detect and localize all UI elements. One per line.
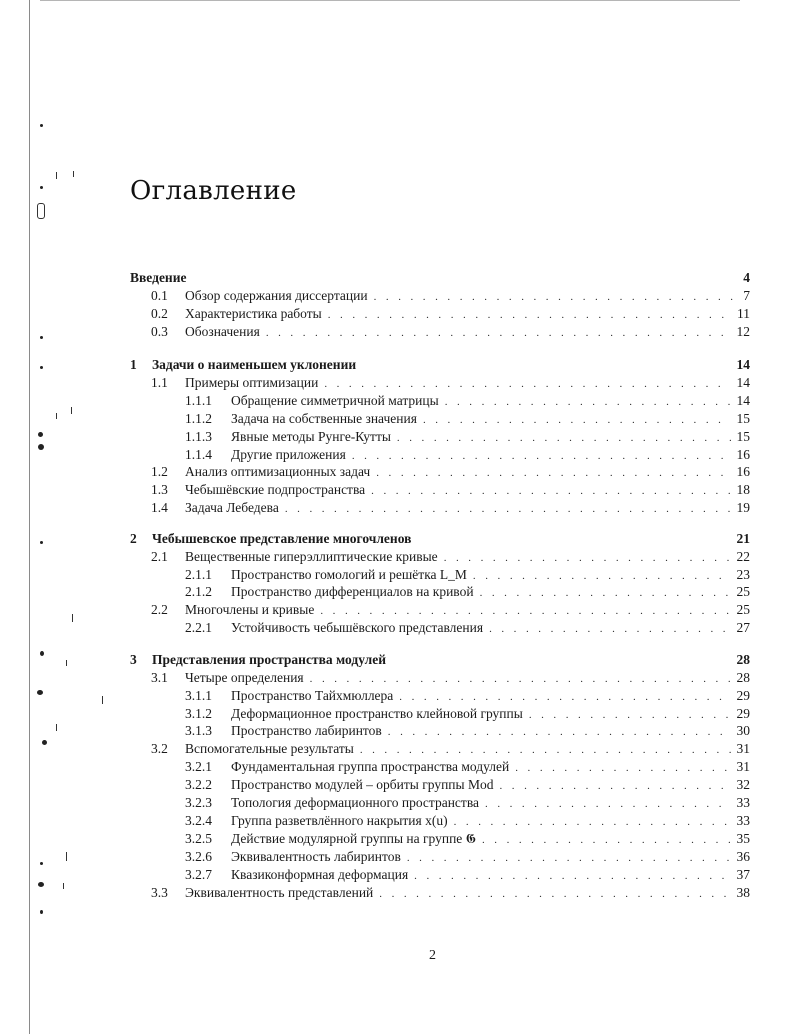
toc-entry-number: 3.2.1 bbox=[185, 759, 212, 774]
scan-speck bbox=[73, 171, 74, 177]
scan-speck bbox=[40, 651, 44, 656]
toc-entry-page: 37 bbox=[736, 867, 750, 882]
toc-dot-leader bbox=[489, 621, 730, 637]
scan-speck bbox=[37, 690, 43, 695]
toc-dot-leader bbox=[454, 814, 731, 830]
toc-entry-title: Многочлены и кривые bbox=[185, 602, 315, 617]
toc-dot-leader bbox=[388, 724, 731, 740]
toc-entry-number: 2.2.1 bbox=[185, 620, 212, 635]
toc-entry-number: 1.2 bbox=[151, 464, 168, 479]
toc-entry-page: 36 bbox=[736, 849, 750, 864]
toc-entry[interactable] bbox=[185, 831, 750, 848]
toc-entry-title: Пространство Тайхмюллера bbox=[231, 688, 394, 703]
toc-entry[interactable] bbox=[185, 759, 750, 776]
toc-entry-number: 2.2 bbox=[151, 602, 168, 617]
toc-entry-number: 1 bbox=[130, 357, 137, 372]
toc-entry[interactable] bbox=[130, 357, 750, 374]
toc-entry-number: 3.1 bbox=[151, 670, 168, 685]
toc-entry-page: 14 bbox=[736, 375, 750, 390]
toc-dot-leader bbox=[352, 448, 731, 464]
toc-entry-page: 22 bbox=[736, 549, 750, 564]
toc-dot-leader bbox=[324, 376, 730, 392]
toc-entry-title: Пространство гомологий и решётка L_M bbox=[231, 567, 467, 582]
scan-speck bbox=[38, 432, 43, 437]
toc-dot-leader bbox=[374, 289, 738, 305]
toc-entry-title: Задача на собственные значения bbox=[231, 411, 417, 426]
toc-entry-number: 3.2.4 bbox=[185, 813, 212, 828]
toc-entry-number: 3.2.6 bbox=[185, 849, 212, 864]
scan-speck bbox=[56, 413, 57, 419]
toc-entry-page: 35 bbox=[736, 831, 750, 846]
toc-dot-leader bbox=[444, 550, 731, 566]
toc-entry-number: 3.2.5 bbox=[185, 831, 212, 846]
toc-entry-number: 2.1 bbox=[151, 549, 168, 564]
toc-dot-leader bbox=[310, 671, 731, 687]
toc-entry-page: 7 bbox=[743, 288, 750, 303]
toc-entry-page: 25 bbox=[736, 584, 750, 599]
scan-speck bbox=[40, 124, 43, 127]
toc-entry-title: Примеры оптимизации bbox=[185, 375, 319, 390]
toc-entry[interactable] bbox=[151, 602, 750, 619]
toc-entry[interactable] bbox=[130, 652, 750, 669]
toc-entry-page: 38 bbox=[736, 885, 750, 900]
toc-dot-leader bbox=[379, 886, 730, 902]
toc-dot-leader bbox=[360, 742, 731, 758]
toc-entry-title: Анализ оптимизационных задач bbox=[185, 464, 371, 479]
toc-entry-page: 11 bbox=[737, 306, 750, 321]
toc-entry-page: 23 bbox=[736, 567, 750, 582]
toc-entry-number: 0.3 bbox=[151, 324, 168, 339]
toc-entry[interactable] bbox=[185, 567, 750, 584]
scan-speck bbox=[66, 660, 67, 666]
toc-entry-number: 1.1.2 bbox=[185, 411, 212, 426]
toc-entry[interactable] bbox=[185, 867, 750, 884]
toc-entry-number: 0.2 bbox=[151, 306, 168, 321]
toc-entry[interactable] bbox=[185, 688, 750, 705]
toc-entry[interactable] bbox=[151, 670, 750, 687]
toc-entry-title: Характеристика работы bbox=[185, 306, 322, 321]
toc-entry-page: 29 bbox=[736, 706, 750, 721]
toc-entry-number: 3.3 bbox=[151, 885, 168, 900]
scan-speck bbox=[42, 740, 47, 745]
toc-entry-title: Четыре определения bbox=[185, 670, 304, 685]
toc-dot-leader bbox=[397, 430, 731, 446]
toc-dot-leader bbox=[285, 501, 731, 517]
toc-entry-page: 16 bbox=[736, 464, 750, 479]
toc-dot-leader bbox=[445, 394, 731, 410]
toc-entry[interactable] bbox=[185, 393, 750, 410]
toc-entry-number: 3.1.3 bbox=[185, 723, 212, 738]
toc-entry-page: 29 bbox=[736, 688, 750, 703]
toc-entry[interactable] bbox=[185, 777, 750, 794]
toc-entry-title: Пространство лабиринтов bbox=[231, 723, 382, 738]
scan-speck bbox=[40, 541, 43, 544]
toc-dot-leader bbox=[320, 603, 730, 619]
toc-dot-leader bbox=[376, 465, 730, 481]
toc-entry[interactable] bbox=[151, 288, 750, 305]
toc-entry-title: Пространство модулей – орбиты группы Mod bbox=[231, 777, 494, 792]
toc-entry-number: 1.1.3 bbox=[185, 429, 212, 444]
toc-entry-page: 33 bbox=[736, 813, 750, 828]
toc-entry-number: 0.1 bbox=[151, 288, 168, 303]
toc-entry[interactable] bbox=[185, 795, 750, 812]
scan-speck bbox=[63, 883, 64, 889]
toc-dot-leader bbox=[515, 760, 730, 776]
toc-dot-leader bbox=[485, 796, 730, 812]
scan-speck bbox=[40, 366, 43, 369]
toc-entry-title: Пространство дифференциалов на кривой bbox=[231, 584, 474, 599]
toc-dot-leader bbox=[500, 778, 731, 794]
toc-entry-title: Обращение симметричной матрицы bbox=[231, 393, 439, 408]
toc-entry-title: Фундаментальная группа пространства модулей bbox=[231, 759, 510, 774]
scan-top-edge bbox=[40, 0, 740, 1]
scan-speck bbox=[72, 614, 73, 622]
toc-entry-title: Вещественные гиперэллиптические кривые bbox=[185, 549, 438, 564]
toc-entry-page: 16 bbox=[736, 447, 750, 462]
toc-entry-title: Задачи о наименьшем уклонении bbox=[152, 357, 357, 372]
toc-entry-number: 2 bbox=[130, 531, 137, 546]
toc-entry[interactable] bbox=[185, 620, 750, 637]
toc-entry-number: 3.2.7 bbox=[185, 867, 212, 882]
toc-entry-page: 33 bbox=[736, 795, 750, 810]
toc-entry-number: 3.2.2 bbox=[185, 777, 212, 792]
toc-entry[interactable] bbox=[130, 531, 750, 548]
toc-entry-title: Эквивалентность лабиринтов bbox=[231, 849, 401, 864]
scan-speck bbox=[38, 882, 44, 887]
toc-entry-page: 31 bbox=[736, 759, 750, 774]
toc-entry[interactable] bbox=[185, 429, 750, 446]
toc-dot-leader bbox=[328, 307, 731, 323]
toc-entry-number: 3.1.2 bbox=[185, 706, 212, 721]
toc-entry[interactable] bbox=[185, 411, 750, 428]
toc-entry-page: 15 bbox=[736, 411, 750, 426]
scan-left-edge bbox=[29, 0, 30, 1034]
toc-entry-page: 25 bbox=[736, 602, 750, 617]
toc-entry-title: Обзор содержания диссертации bbox=[185, 288, 368, 303]
scan-speck bbox=[66, 852, 67, 861]
page-number: 2 bbox=[429, 948, 436, 963]
toc-entry[interactable] bbox=[130, 270, 750, 287]
toc-entry[interactable] bbox=[185, 813, 750, 830]
toc-entry[interactable] bbox=[151, 324, 750, 341]
toc-entry[interactable] bbox=[151, 482, 750, 499]
toc-dot-leader bbox=[529, 707, 731, 723]
toc-entry-title: Эквивалентность представлений bbox=[185, 885, 374, 900]
toc-entry[interactable] bbox=[151, 885, 750, 902]
toc-entry-title: Представления пространства модулей bbox=[152, 652, 386, 667]
toc-entry-title: Явные методы Рунге-Кутты bbox=[231, 429, 391, 444]
toc-entry[interactable] bbox=[185, 849, 750, 866]
toc-entry-page: 19 bbox=[736, 500, 750, 515]
scan-speck bbox=[40, 186, 43, 189]
scan-speck bbox=[56, 724, 57, 731]
toc-dot-leader bbox=[473, 568, 731, 584]
toc-entry-page: 15 bbox=[736, 429, 750, 444]
toc-entry-page: 14 bbox=[736, 357, 750, 372]
toc-entry-number: 3.1.1 bbox=[185, 688, 212, 703]
toc-entry-page: 32 bbox=[736, 777, 750, 792]
toc-entry[interactable] bbox=[151, 500, 750, 517]
toc-entry-number: 3.2 bbox=[151, 741, 168, 756]
toc-entry-number: 3 bbox=[130, 652, 137, 667]
toc-entry-number: 1.1.1 bbox=[185, 393, 212, 408]
scan-speck bbox=[40, 862, 43, 865]
toc-entry[interactable] bbox=[151, 741, 750, 758]
toc-entry-page: 28 bbox=[736, 652, 750, 667]
toc-entry[interactable] bbox=[151, 549, 750, 566]
scan-speck bbox=[71, 407, 72, 414]
toc-entry-number: 1.1.4 bbox=[185, 447, 212, 462]
toc-entry[interactable] bbox=[185, 706, 750, 723]
toc-dot-leader bbox=[266, 325, 731, 341]
toc-entry[interactable] bbox=[151, 464, 750, 481]
toc-entry-page: 30 bbox=[736, 723, 750, 738]
toc-entry-title: Вспомогательные результаты bbox=[185, 741, 354, 756]
toc-entry-title: Чебышевское представление многочленов bbox=[152, 531, 412, 546]
toc-entry-page: 18 bbox=[736, 482, 750, 497]
toc-entry-title: Другие приложения bbox=[231, 447, 346, 462]
toc-entry-title: Деформационное пространство клейновой группы bbox=[231, 706, 523, 721]
scan-speck bbox=[40, 910, 43, 914]
toc-entry-title: Квазиконформная деформация bbox=[231, 867, 409, 882]
toc-dot-leader bbox=[480, 585, 731, 601]
scan-speck bbox=[40, 336, 43, 339]
toc-entry-title: Обозначения bbox=[185, 324, 260, 339]
toc-dot-leader bbox=[399, 689, 730, 705]
toc-dot-leader bbox=[414, 868, 730, 884]
scan-speck bbox=[37, 203, 45, 219]
toc-entry-page: 12 bbox=[736, 324, 750, 339]
toc-entry[interactable] bbox=[151, 306, 750, 323]
toc-entry-title: Группа разветвлённого накрытия x(u) bbox=[231, 813, 448, 828]
toc-entry-page: 27 bbox=[736, 620, 750, 635]
toc-entry[interactable] bbox=[151, 375, 750, 392]
toc-entry-title: Топология деформационного пространства bbox=[231, 795, 480, 810]
toc-entry-page: 28 bbox=[736, 670, 750, 685]
toc-entry-number: 1.1 bbox=[151, 375, 168, 390]
toc-entry-title: Введение bbox=[130, 270, 187, 285]
toc-dot-leader bbox=[371, 483, 730, 499]
scan-speck bbox=[56, 172, 57, 179]
toc-entry-number: 1.4 bbox=[151, 500, 168, 515]
page-title: Оглавление bbox=[130, 176, 297, 206]
toc-entry-number: 1.3 bbox=[151, 482, 168, 497]
toc-entry-number: 3.2.3 bbox=[185, 795, 212, 810]
toc-entry-page: 4 bbox=[743, 270, 750, 285]
toc-entry-number: 2.1.1 bbox=[185, 567, 212, 582]
toc-entry-title: Задача Лебедева bbox=[185, 500, 279, 515]
toc-dot-leader bbox=[423, 412, 731, 428]
toc-entry-title: Чебышёвские подпространства bbox=[185, 482, 366, 497]
toc-entry-page: 14 bbox=[736, 393, 750, 408]
toc-entry-page: 21 bbox=[736, 531, 750, 546]
scan-speck bbox=[102, 696, 103, 704]
toc-entry[interactable] bbox=[185, 723, 750, 740]
toc-entry-page: 31 bbox=[736, 741, 750, 756]
toc-entry[interactable] bbox=[185, 447, 750, 464]
toc-entry[interactable] bbox=[185, 584, 750, 601]
scan-speck bbox=[38, 444, 44, 450]
toc-entry-number: 2.1.2 bbox=[185, 584, 212, 599]
toc-entry-title: Устойчивость чебышёвского представления bbox=[231, 620, 484, 635]
toc-dot-leader bbox=[407, 850, 731, 866]
toc-dot-leader bbox=[482, 832, 731, 848]
toc-entry-title: Действие модулярной группы на группе 𝕲 bbox=[231, 831, 476, 846]
